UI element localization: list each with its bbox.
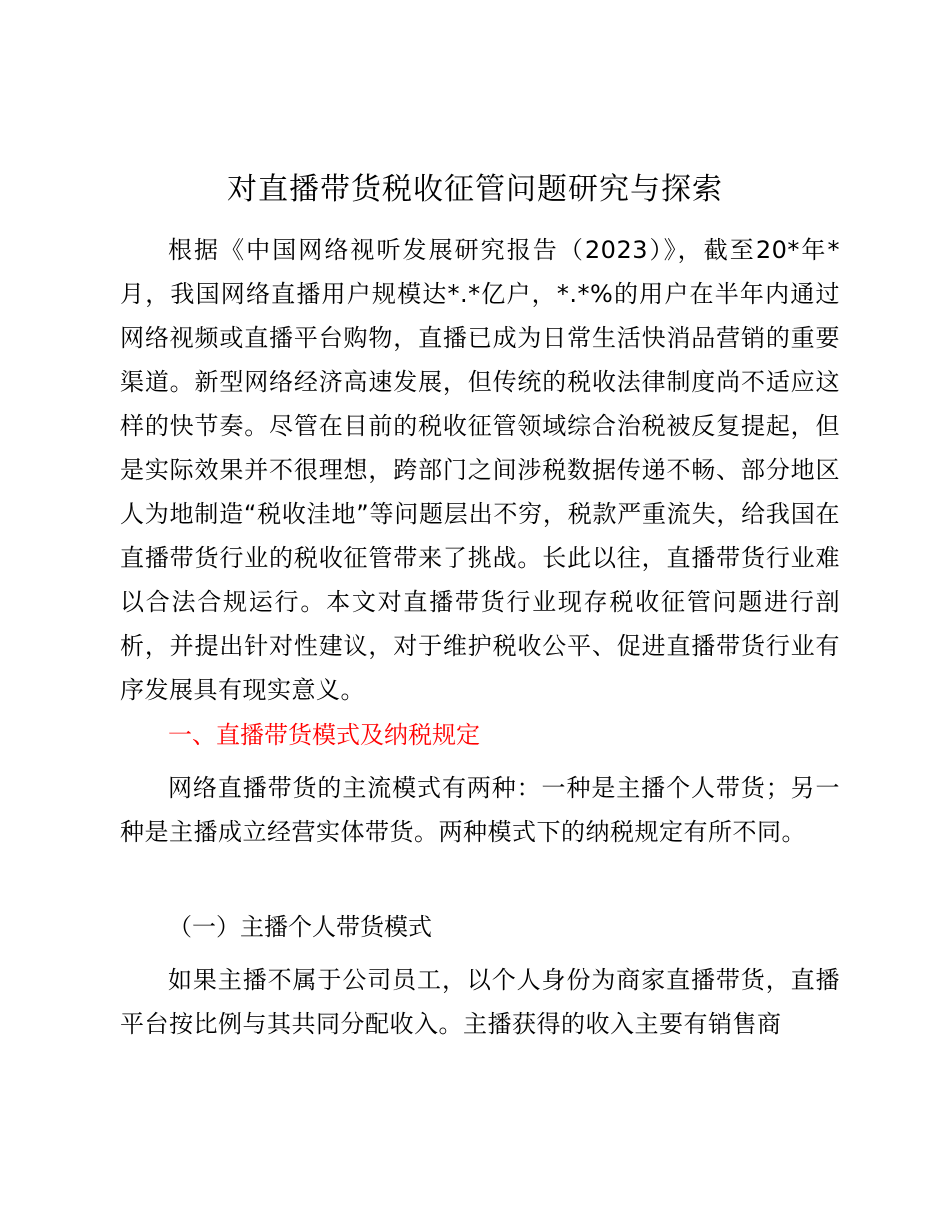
document-title: 对直播带货税收征管问题研究与探索 (227, 172, 723, 207)
subsection-heading-1: （一）主播个人带货模式 (168, 913, 432, 941)
section-1-paragraph: 网络直播带货的主流模式有两种：一种是主播个人带货；另一种是主播成立经营实体带货。两种模式下的纳税规定有所不同。 (120, 774, 840, 846)
intro-paragraph: 根据《中国网络视听发展研究报告（2023）》，截至20*年*月，我国网络直播用户规模达*.*亿户，*.*%的用户在半年内通过网络视频或直播平台购物，直播已成为日常生活快消品营销的重要渠道。新型网络经济高速发展，但传统的税收法律制度尚不适应这样的快节奏。尽管在目前的税收征管领域综合治税被反复提起，但是实际效果并不很理想，跨部门之间涉税数据传递不畅、部分地区人为地制造“税收洼地”等问题层出不穷，税款严重流失，给我国在直播带货行业的税收征管带来了挑战。长此以往，直播带货行业难以合法合规运行。本文对直播带货行业现存税收征管问题进行剖析，并提出针对性建议，对于维护税收公平、促进直播带货行业有序发展具有现实意义。 (120, 236, 840, 704)
section-heading-1: 一、直播带货模式及纳税规定 (168, 721, 480, 749)
subsection-1-paragraph: 如果主播不属于公司员工，以个人身份为商家直播带货，直播平台按比例与其共同分配收入。主播获得的收入主要有销售商 (120, 966, 840, 1038)
